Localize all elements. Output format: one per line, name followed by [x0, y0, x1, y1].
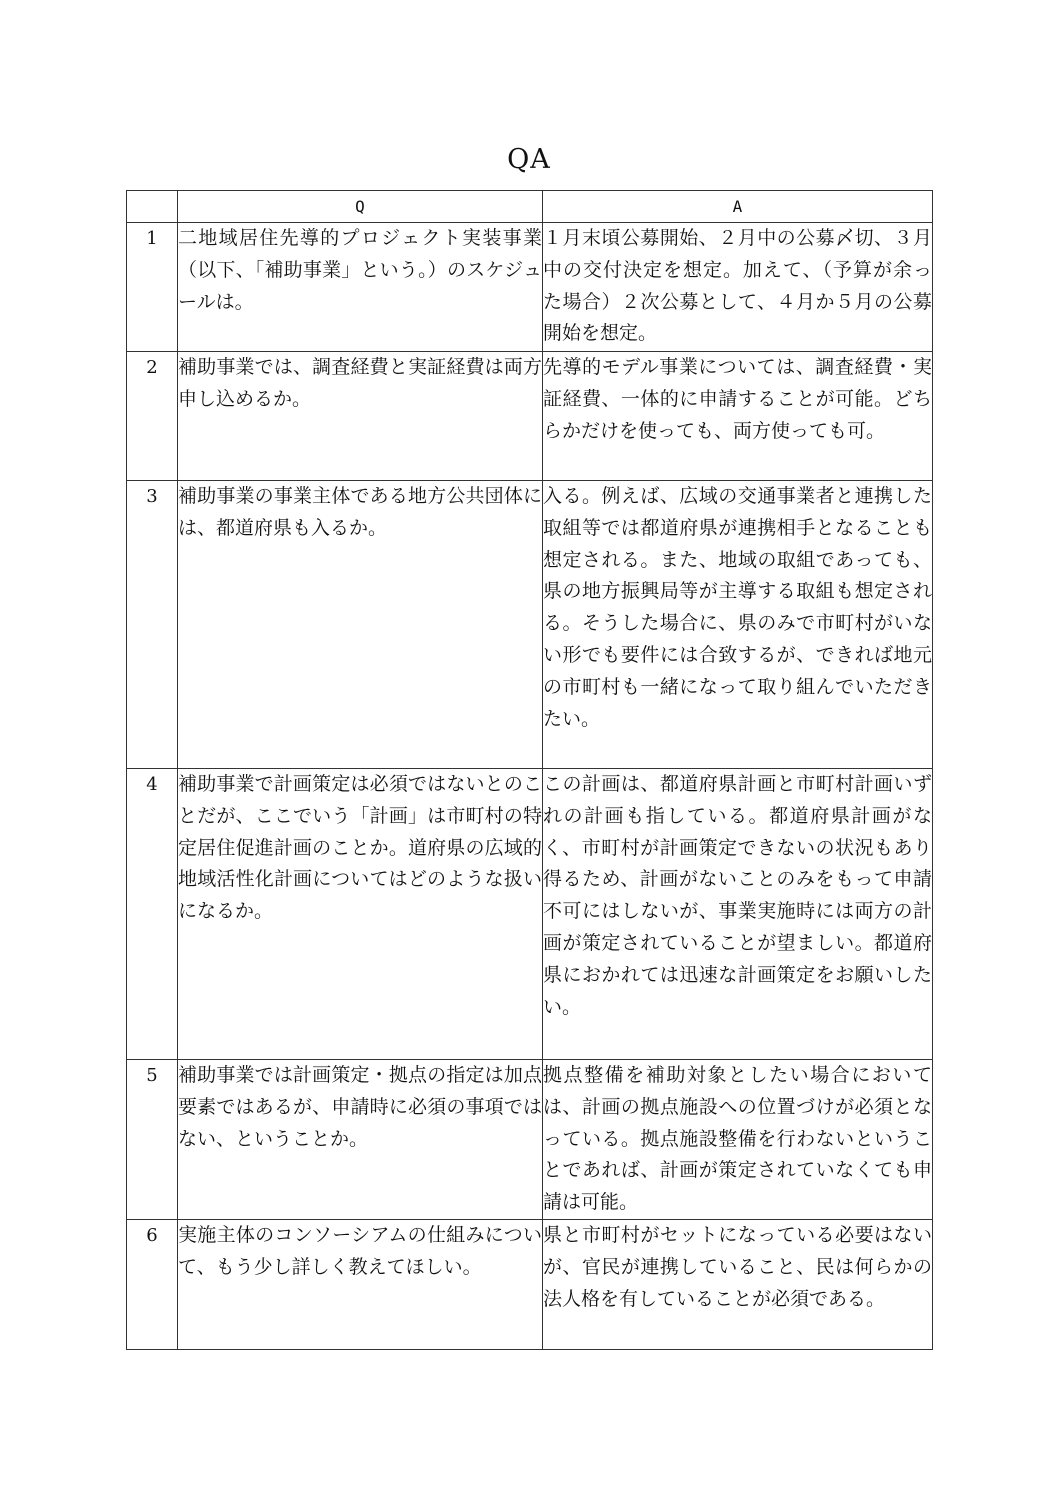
answer-cell: 入る。例えば、広域の交通事業者と連携した取組等では都道府県が連携相手となることも想定される。また、地域の取組であっても、県の地方振興局等が主導する取組も想定される。そうした場合に、県のみで市町村がいない形でも要件には合致するが、できれば地元の市町村も一緒になって取り組んでいただきたい。	[543, 481, 933, 769]
answer-cell: １月末頃公募開始、２月中の公募〆切、３月中の交付決定を想定。加えて、（予算が余った場合）２次公募として、４月か５月の公募開始を想定。	[543, 223, 933, 352]
question-cell: 補助事業で計画策定は必須ではないとのことだが、ここでいう「計画」は市町村の特定居住促進計画のことか。道府県の広域的地域活性化計画についてはどのような扱いになるか。	[178, 769, 543, 1060]
header-answer: A	[543, 191, 933, 223]
table-header-row	[127, 191, 933, 223]
table-row	[127, 223, 933, 352]
row-number: 4	[127, 769, 178, 1060]
row-number: 1	[127, 223, 178, 352]
row-number: 5	[127, 1060, 178, 1220]
question-cell: 実施主体のコンソーシアムの仕組みについて、もう少し詳しく教えてほしい。	[178, 1220, 543, 1350]
table-row	[127, 1060, 933, 1220]
row-number: 6	[127, 1220, 178, 1350]
table-row	[127, 1220, 933, 1350]
question-cell: 二地域居住先導的プロジェクト実装事業（以下、「補助事業」という。）のスケジュールは。	[178, 223, 543, 352]
header-question: Q	[178, 191, 543, 223]
answer-cell: 先導的モデル事業については、調査経費・実証経費、一体的に申請することが可能。どちらかだけを使っても、両方使っても可。	[543, 352, 933, 481]
answer-cell: 拠点整備を補助対象としたい場合においては、計画の拠点施設への位置づけが必須となっている。拠点施設整備を行わないということであれば、計画が策定されていなくても申請は可能。	[543, 1060, 933, 1220]
table-row	[127, 769, 933, 1060]
question-cell: 補助事業では計画策定・拠点の指定は加点要素ではあるが、申請時に必須の事項ではない、ということか。	[178, 1060, 543, 1220]
qa-table	[126, 190, 933, 1350]
table-row	[127, 352, 933, 481]
question-cell: 補助事業では、調査経費と実証経費は両方申し込めるか。	[178, 352, 543, 481]
question-cell: 補助事業の事業主体である地方公共団体には、都道府県も入るか。	[178, 481, 543, 769]
row-number: 2	[127, 352, 178, 481]
header-number	[127, 191, 178, 223]
row-number: 3	[127, 481, 178, 769]
page-title: QA	[507, 144, 551, 175]
answer-cell: 県と市町村がセットになっている必要はないが、官民が連携していること、民は何らかの法人格を有していることが必須である。	[543, 1220, 933, 1350]
table-row	[127, 481, 933, 769]
answer-cell: この計画は、都道府県計画と市町村計画いずれの計画も指している。都道府県計画がなく、市町村が計画策定できないの状況もあり得るため、計画がないことのみをもって申請不可にはしないが、事業実施時には両方の計画が策定されていることが望ましい。都道府県におかれては迅速な計画策定をお願いしたい。	[543, 769, 933, 1060]
